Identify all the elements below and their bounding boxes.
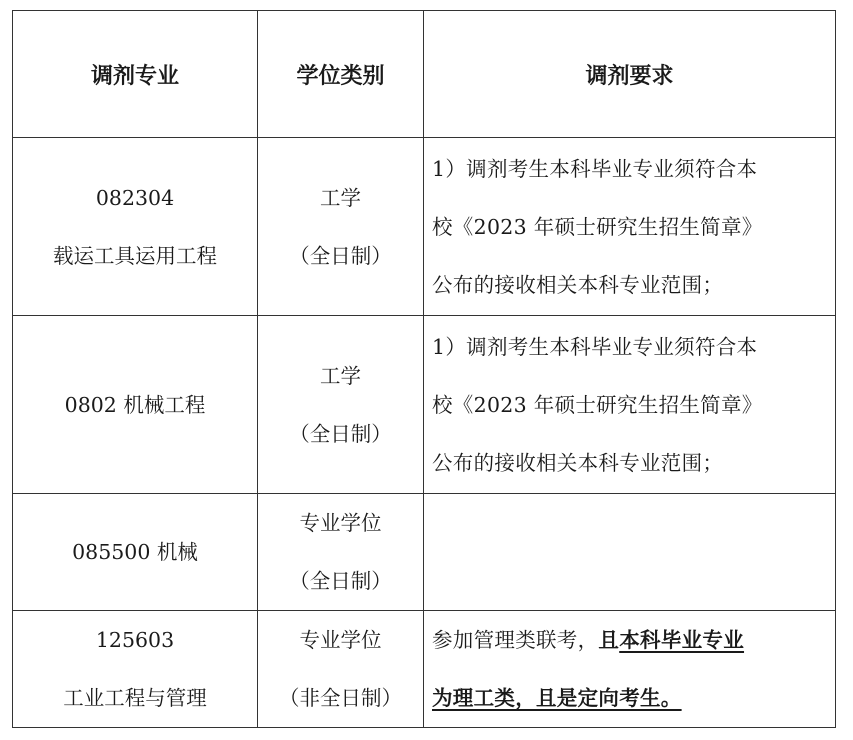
degree-cell (258, 316, 424, 494)
requirement-line: 校《2023 年硕士研究生招生简章》 (432, 392, 763, 417)
major-name: 工业工程与管理 (63, 686, 207, 710)
major-cell (13, 138, 258, 316)
table-row (13, 138, 836, 316)
requirement-line (432, 611, 829, 669)
major-code: 085500 机械 (72, 540, 198, 564)
major-cell (13, 494, 258, 611)
major-code: 0802 机械工程 (64, 392, 206, 417)
study-mode: （全日制） (289, 243, 392, 268)
requirement-line (432, 669, 829, 727)
major-cell (13, 316, 258, 494)
major-code: 125603 (95, 628, 175, 652)
degree-type: 专业学位 (299, 628, 382, 652)
requirement-cell (424, 138, 836, 316)
adjustment-table (12, 10, 836, 728)
major-name: 载运工具运用工程 (53, 243, 217, 268)
requirement-emphasis: 且 (598, 628, 620, 652)
study-mode: （全日制） (289, 569, 392, 593)
header-row (13, 11, 836, 138)
table-row (13, 316, 836, 494)
degree-cell (258, 611, 424, 728)
requirement-cell-empty (424, 494, 836, 611)
degree-cell (258, 494, 424, 611)
requirement-line: 1）调剂考生本科毕业专业须符合本 (432, 334, 758, 359)
requirement-line: 1）调剂考生本科毕业专业须符合本 (432, 156, 758, 181)
degree-cell (258, 138, 424, 316)
table-row (13, 611, 836, 728)
table-row (13, 494, 836, 611)
header-requirement: 调剂要求 (424, 11, 836, 138)
header-degree-type: 学位类别 (258, 11, 424, 138)
degree-type: 工学 (320, 185, 361, 210)
requirement-cell (424, 316, 836, 494)
requirement-line: 公布的接收相关本科专业范围； (432, 450, 724, 475)
study-mode: （全日制） (289, 421, 392, 446)
requirement-text: 参加管理类联考， (432, 628, 599, 652)
requirement-emphasis-underlined: 为理工类，且是定向考生。 (432, 686, 682, 710)
header-major: 调剂专业 (13, 11, 258, 138)
degree-type: 专业学位 (299, 511, 382, 535)
major-code: 082304 (95, 185, 175, 210)
study-mode: （非全日制） (279, 686, 402, 710)
requirement-cell (424, 611, 836, 728)
degree-type: 工学 (320, 363, 361, 388)
requirement-line: 校《2023 年硕士研究生招生简章》 (432, 214, 763, 239)
major-cell (13, 611, 258, 728)
requirement-emphasis-underlined: 本科毕业专业 (619, 628, 745, 652)
requirement-line: 公布的接收相关本科专业范围； (432, 272, 724, 297)
